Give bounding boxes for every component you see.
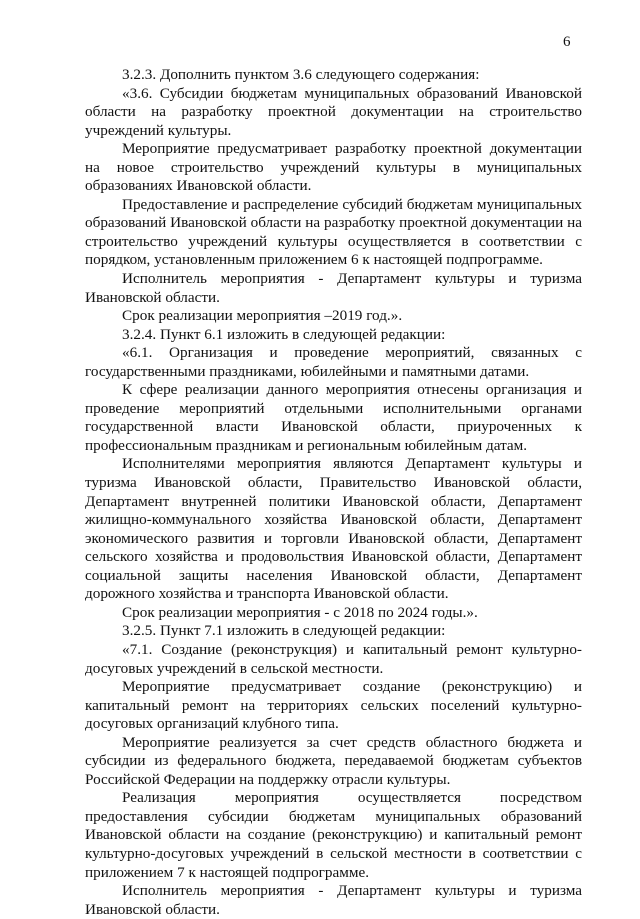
paragraph-3-6-executor: Исполнитель мероприятия - Департамент культуры и туризма Ивановской области.	[85, 270, 582, 306]
paragraph-6-1-scope: К сфере реализации данного мероприятия отнесены организация и проведение мероприятий отдельными исполнительными органами государственной власти Ивановской области, приуроченных к профессиональным праздникам и региональным юбилейным датам.	[85, 381, 582, 454]
paragraph-3-2-5-heading: 3.2.5. Пункт 7.1 изложить в следующей редакции:	[122, 622, 446, 640]
paragraph-3-6-term: Срок реализации мероприятия –2019 год.».	[122, 307, 403, 325]
paragraph-7-1-implementation: Реализация мероприятия осуществляется посредством предоставления субсидии бюджетам муниципальных образований Ивановской области на создание (реконструкцию) и капитальный ремонт культурно-досуговых учреждений в сельской местности в соответствии с приложением 7 к настоящей подпрограмме.	[85, 789, 582, 881]
paragraph-7-1-description: Мероприятие предусматривает создание (реконструкцию) и капитальный ремонт на территориях сельских поселений культурно-досуговых организаций клубного типа.	[85, 678, 582, 733]
paragraph-6-1-title: «6.1. Организация и проведение мероприятий, связанных с государственными праздниками, юбилейными и памятными датами.	[85, 344, 582, 380]
page-number: 6	[563, 34, 571, 50]
paragraph-3-2-4-heading: 3.2.4. Пункт 6.1 изложить в следующей редакции:	[122, 325, 446, 343]
paragraph-3-2-3-heading: 3.2.3. Дополнить пунктом 3.6 следующего содержания:	[122, 66, 480, 83]
paragraph-3-6-description: Мероприятие предусматривает разработку проектной документации на новое строительство учреждений культуры в муниципальных образованиях Ивановской области.	[85, 140, 582, 195]
paragraph-7-1-title: «7.1. Создание (реконструкция) и капитальный ремонт культурно-досуговых учреждений в сельской местности.	[85, 640, 582, 677]
paragraph-7-1-executor: Исполнитель мероприятия - Департамент культуры и туризма Ивановской области.	[85, 882, 582, 918]
paragraph-3-6-title: «3.6. Субсидии бюджетам муниципальных образований Ивановской области на разработку проектной документации на строительство учреждений культуры.	[85, 84, 582, 139]
paragraph-3-6-distribution: Предоставление и распределение субсидий бюджетам муниципальных образований Ивановской области на разработку проектной документации на строительство учреждений культуры осуществляется в соответствии с порядком, установленным приложением 6 к настоящей подпрограмме.	[85, 195, 582, 269]
paragraph-6-1-executors: Исполнителями мероприятия являются Департамент культуры и туризма Ивановской области, Правительство Ивановской области, Департамент внутренней политики Ивановской области, Департамент жилищно-коммунального хозяйства Ивановской области, Департамент экономического развития и торговли Ивановской области, Департамент сельского хозяйства и продовольствия Ивановской области, Департамент социальной защиты населения Ивановской области, Департамент дорожного хозяйства и транспорта Ивановской области.	[85, 455, 582, 603]
paragraph-6-1-term: Срок реализации мероприятия - с 2018 по 2024 годы.».	[122, 603, 478, 621]
document-body	[85, 66, 582, 919]
paragraph-7-1-funding: Мероприятие реализуется за счет средств областного бюджета и субсидии из федерального бюджета, передаваемой бюджетам субъектов Российской Федерации на поддержку отрасли культуры.	[85, 733, 582, 788]
